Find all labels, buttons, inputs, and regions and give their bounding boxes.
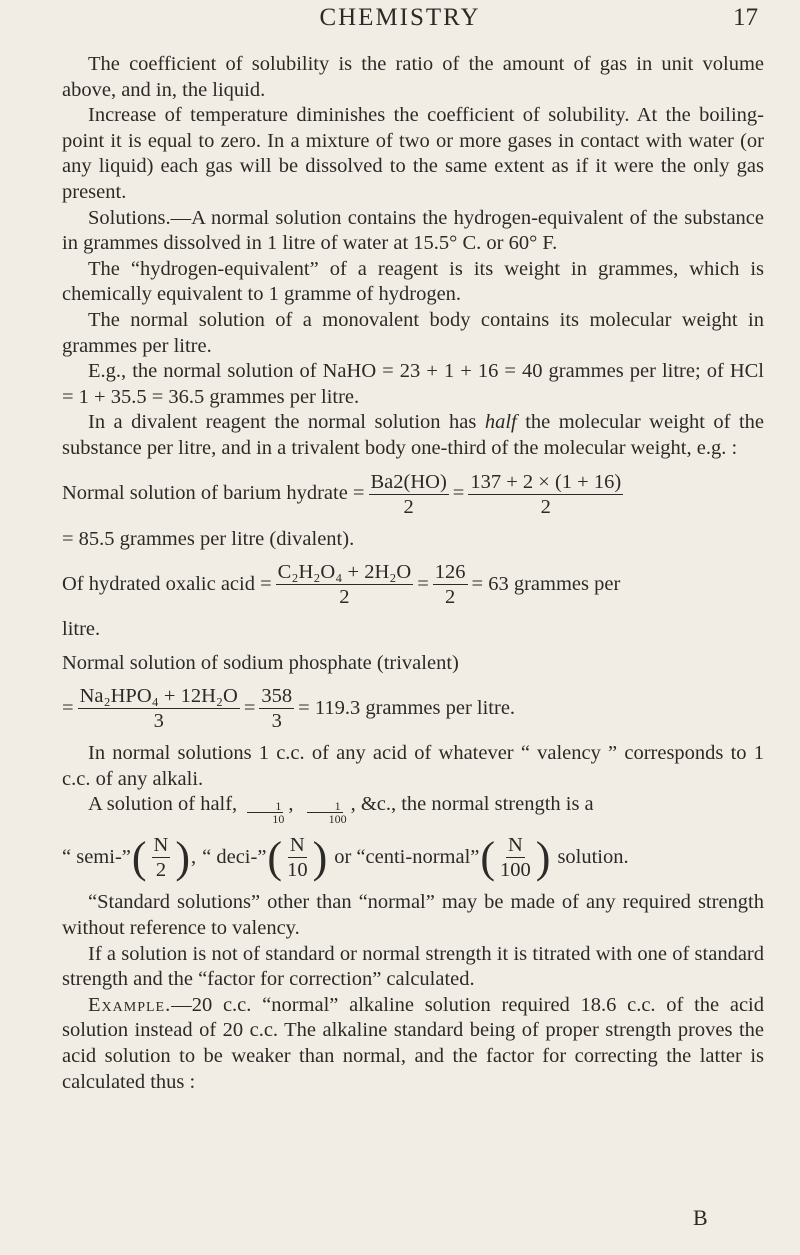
paragraph-strengths: A solution of half, $\frac{1}{10}$ , $\frac{1}{100}$ , &c., the normal strength is a	[88, 793, 594, 827]
paragraph: The coefficient of solubility is the ratio of the amount of gas in unit volume above, and in, the liquid.	[62, 53, 764, 101]
paragraph: If a solution is not of standard or normal strength it is titrated with one of standard strength and the “factor for correction” calculated.	[62, 942, 764, 991]
fraction: $\frac{358}{3}$	[261, 685, 293, 733]
paragraph: The “hydrogen-equivalent” of a reagent is its weight in grammes, which is chemically equivalent to 1 gramme of hydrogen.	[62, 257, 764, 306]
fraction: $\frac{126}{2}$	[434, 561, 466, 609]
fraction: $\frac{N}{10}$	[287, 834, 308, 882]
fraction: $\frac{Ba2(HO)}{2}$	[370, 470, 447, 518]
fraction: $\frac{1}{100}$	[303, 800, 347, 825]
fraction: $\frac{1}{10}$	[246, 800, 284, 825]
equation-result: = 85.5 grammes per litre (divalent).	[62, 527, 355, 550]
body-text	[62, 52, 764, 1095]
paragraph: Increase of temperature diminishes the coefficient of solubility. At the boiling-point it is equal to zero. In a mixture of two or more gases in contact with water (or any liquid) each gas will be dissolved to the same extent as if it were the only gas present.	[62, 104, 764, 203]
paragraph: Solutions.—A normal solution contains the hydrogen-equivalent of the substance in grammes dissolved in 1 litre of water at 15.5° C. or 60° F.	[62, 206, 764, 255]
paragraph: “Standard solutions” other than “normal” may be made of any required strength without reference to valency.	[62, 891, 764, 940]
running-header: CHEMISTRY	[319, 4, 481, 31]
paragraph: In normal solutions 1 c.c. of any acid of whatever “ valency ” corresponds to 1 c.c. of any alkali.	[62, 742, 764, 790]
equation-phosphate: = $\frac{\text{Na₂HPO₄ + 12H₂O}}{3}$ = $\frac{358}{3}$ = 119.3 grammes per litre.	[62, 685, 516, 733]
equation-oxalic: Of hydrated oxalic acid = $\frac{\text{C₂H₂O₄ + 2H₂O}}{2}$ = $\frac{126}{2}$ = 63 grammes per	[62, 561, 621, 609]
signature-mark: B	[693, 1205, 708, 1230]
paragraph: E.g., the normal solution of NaHO = 23 + 1 + 16 = 40 grammes per litre; of HCl = 1 + 35.5 = 36.5 grammes per litre.	[62, 360, 764, 408]
example-label: Example.	[88, 993, 172, 1016]
paragraph: Example.—20 c.c. “normal” alkaline solution required 18.6 c.c. of the acid solution instead of 20 c.c. The alkaline standard being of proper strength proves the acid solution to be weaker than normal, and the factor for correcting the latter is calculated thus :	[62, 993, 764, 1093]
paragraph: The normal solution of a monovalent body contains its molecular weight in grammes per litre.	[62, 308, 764, 357]
section-heading: Solutions.—	[88, 206, 192, 229]
strength-fractions: “ semi-” ( $\frac{N}{2}$ ) , “ deci-” ( $\frac{N}{10}$ ) or “centi-normal” ( $\frac{N}{100}$ ) solution.	[62, 832, 629, 882]
paragraph: In a divalent reagent the normal solution has half the molecular weight of the substance per litre, and in a trivalent body one-third of the molecular weight, e.g. :	[62, 411, 765, 459]
fraction: $\frac{137 + 2 \times (1 + 16)}{2}$	[470, 470, 622, 518]
fraction: $\frac{\text{Na₂HPO₄ + 12H₂O}}{3}$	[79, 685, 238, 733]
fraction: $\frac{N}{100}$	[500, 834, 531, 882]
fraction: $\frac{\text{C₂H₂O₄ + 2H₂O}}{2}$	[277, 561, 412, 609]
equation-wrap: litre.	[62, 618, 101, 641]
equation-lead: Normal solution of sodium phosphate (trivalent)	[62, 651, 459, 674]
fraction: $\frac{N}{2}$	[153, 834, 169, 882]
equation-barium: Normal solution of barium hydrate = $\frac{Ba2(HO)}{2}$ = $\frac{137 + 2 \times (1 + 16)}{2}$	[62, 470, 622, 518]
page-number: 17	[733, 4, 758, 31]
